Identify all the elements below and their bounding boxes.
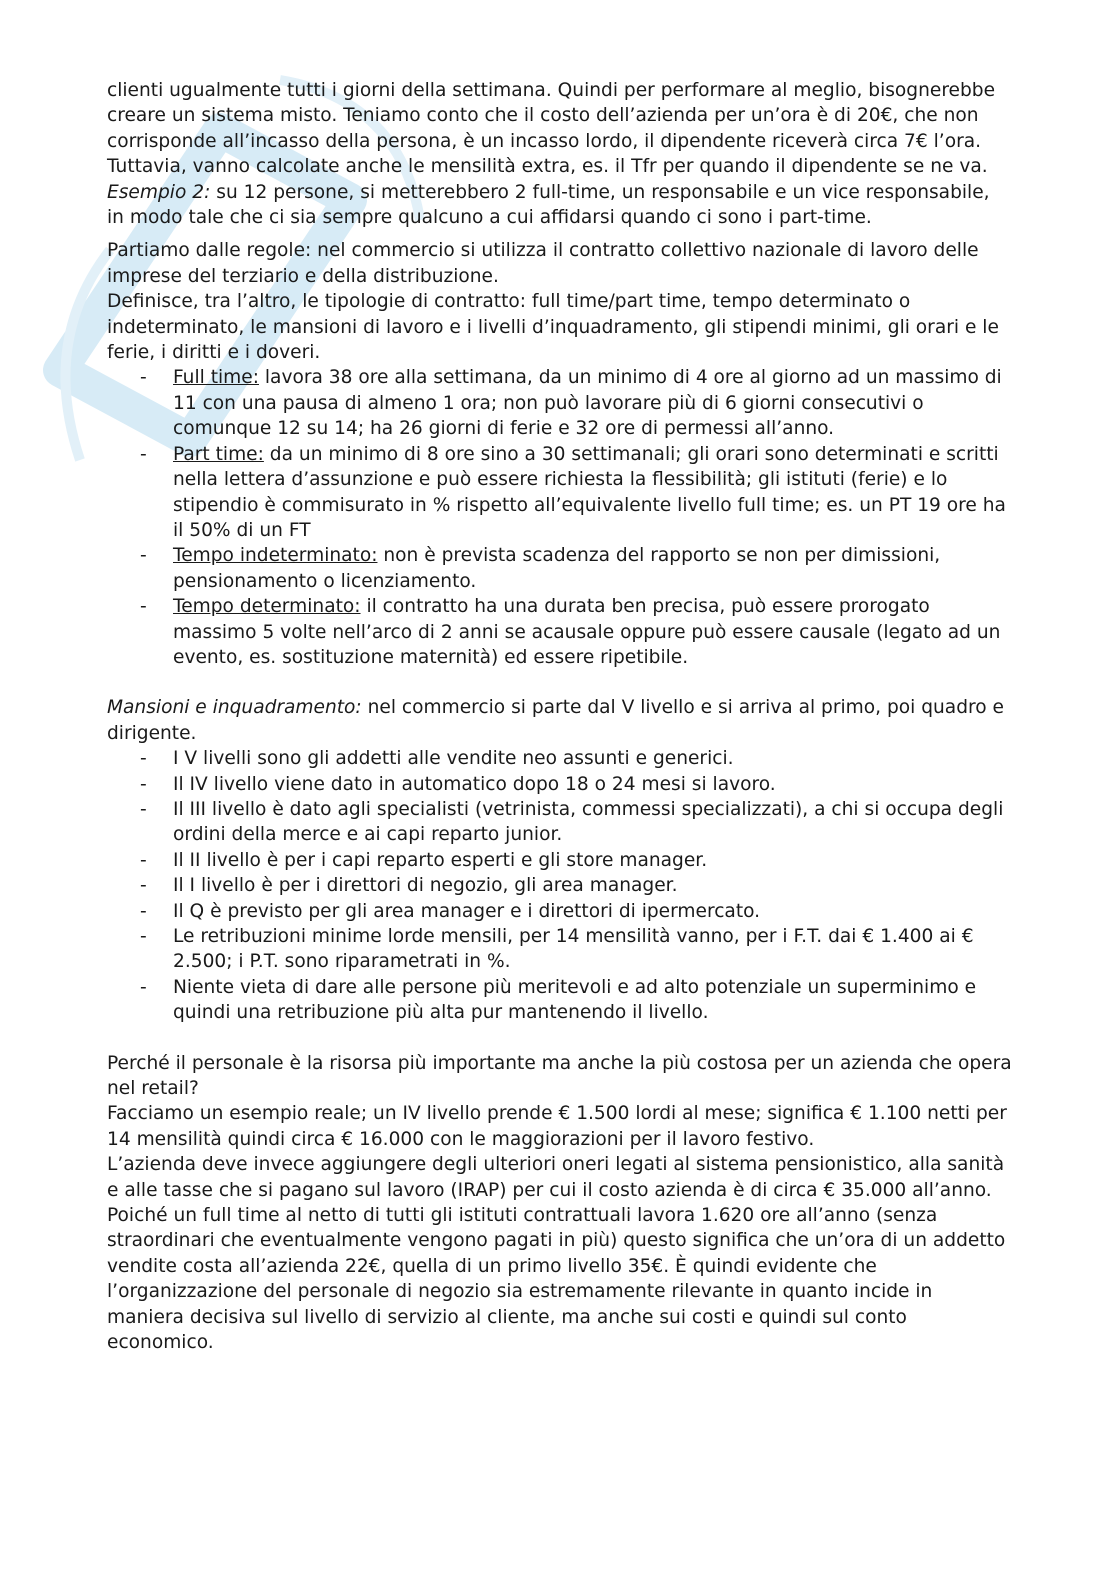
list-item <box>107 543 1012 594</box>
list-item: - Le retribuzioni minime lorde mensili, per 14 mensilità vanno, per i F.T. dai € 1.400 ai € 2.500; i P.T. sono riparametrati in %. <box>107 924 1012 975</box>
contract-types-list <box>107 365 1012 670</box>
list-item: - Il IV livello viene dato in automatico dopo 18 o 24 mesi si lavoro. <box>107 772 1012 797</box>
contract-term: Part time: <box>173 443 264 465</box>
contract-description: da un minimo di 8 ore sino a 30 settimanali; gli orari sono determinati e scritti nella lettera d’assunzione e può essere richiesta la flessibilità; gli istituti (ferie) e lo stipendio è commisurato in % rispetto all’equivalente livello full time; es. un PT 19 ore ha il 50% di un FT <box>173 443 1006 541</box>
contract-description: lavora 38 ore alla settimana, da un minimo di 4 ore al giorno ad un massimo di 11 con una pausa di almeno 1 ora; non può lavorare più di 6 giorni consecutivi o comunque 12 su 14; ha 26 giorni di ferie e 32 ore di permessi all’anno. <box>173 367 1002 440</box>
list-item: - Niente vieta di dare alle persone più meritevoli e ad alto potenziale un superminimo e quindi una retribuzione più alta pur mantenendo il livello. <box>107 975 1012 1026</box>
example-2-paragraph <box>107 180 1012 231</box>
levels-list <box>107 746 1012 1025</box>
defines-paragraph: Definisce, tra l’altro, le tipologie di contratto: full time/part time, tempo determinato o indeterminato, le mansioni di lavoro e i livelli d’inquadramento, gli stipendi minimi, gli orari e le ferie, i diritti e i doveri. <box>107 291 999 364</box>
contract-term: Tempo indeterminato: <box>173 545 378 567</box>
intro-paragraph: clienti ugualmente tutti i giorni della settimana. Quindi per performare al meglio, bisognerebbe creare un sistema misto. Teniamo conto che il costo dell’azienda per un’ora è di 20€, che non corrisponde all’incasso della persona, è un incasso lordo, il dipendente riceverà circa 7€ l’ora. Tuttavia, vanno calcolate anche le mensilità extra, es. il Tfr per quando il dipendente se ne va. <box>107 80 996 178</box>
mansioni-label: Mansioni e inquadramento: <box>107 697 362 719</box>
list-item <box>107 442 1012 544</box>
costs-paragraph: L’azienda deve invece aggiungere degli ulteriori oneri legati al sistema pensionistico, alla sanità e alle tasse che si pagano sul lavoro (IRAP) per cui il costo azienda è di circa € 35.000 all’anno. <box>107 1154 1005 1201</box>
example-2-label: Esempio 2: <box>107 181 211 203</box>
list-item: - Il II livello è per i capi reparto esperti e gli store manager. <box>107 848 1012 873</box>
list-item <box>107 365 1012 441</box>
contract-description: il contratto ha una durata ben precisa, può essere prorogato massimo 5 volte nell’arco di 2 anni se acausale oppure può essere causale (legato ad un evento, es. sostituzione maternità) ed essere ripetibile. <box>173 596 1001 668</box>
real-example-paragraph: Facciamo un esempio reale; un IV livello prende € 1.500 lordi al mese; significa € 1.100 netti per 14 mensilità quindi circa € 16.000 con le maggiorazioni per il lavoro festivo. <box>107 1103 1007 1150</box>
conclusion-paragraph: Poiché un full time al netto di tutti gli istituti contrattuali lavora 1.620 ore all’anno (senza straordinari che eventualmente vengono pagati in più) questo significa che un’ora di un addetto vendite costa all’azienda 22€, quella di un primo livello 35€. È quindi evidente che l’organizzazione del personale di negozio sia estremamente rilevante in quanto incide in maniera decisiva sul livello di servizio al cliente, ma anche sui costi e quindi sul conto economico. <box>107 1205 1006 1354</box>
example-2-text: su 12 persone, si metterebbero 2 full-time, un responsabile e un vice responsabile, in modo tale che ci sia sempre qualcuno a cui affidarsi quando ci sono i part-time. <box>107 181 990 229</box>
contract-term: Full time: <box>173 367 259 389</box>
list-item: - Il III livello è dato agli specialisti (vetrinista, commessi specializzati), a chi si occupa degli ordini della merce e ai capi reparto junior. <box>107 797 1012 848</box>
contract-description: non è prevista scadenza del rapporto se non per dimissioni, pensionamento o licenziamento. <box>173 545 941 592</box>
list-item: - I V livelli sono gli addetti alle vendite neo assunti e generici. <box>107 746 1012 771</box>
document-body <box>107 78 1012 1356</box>
contract-term: Tempo determinato: <box>173 596 361 618</box>
mansioni-text: nel commercio si parte dal V livello e si arriva al primo, poi quadro e dirigente. <box>107 697 1004 744</box>
list-item: - Il Q è previsto per gli area manager e i direttori di ipermercato. <box>107 899 1012 924</box>
rules-paragraph: Partiamo dalle regole: nel commercio si utilizza il contratto collettivo nazionale di lavoro delle imprese del terziario e della distribuzione. <box>107 240 979 287</box>
list-item <box>107 594 1012 670</box>
mansioni-paragraph <box>107 695 1012 746</box>
list-item: - Il I livello è per i direttori di negozio, gli area manager. <box>107 873 1012 898</box>
question-paragraph: Perché il personale è la risorsa più importante ma anche la più costosa per un azienda che opera nel retail? <box>107 1052 1012 1100</box>
